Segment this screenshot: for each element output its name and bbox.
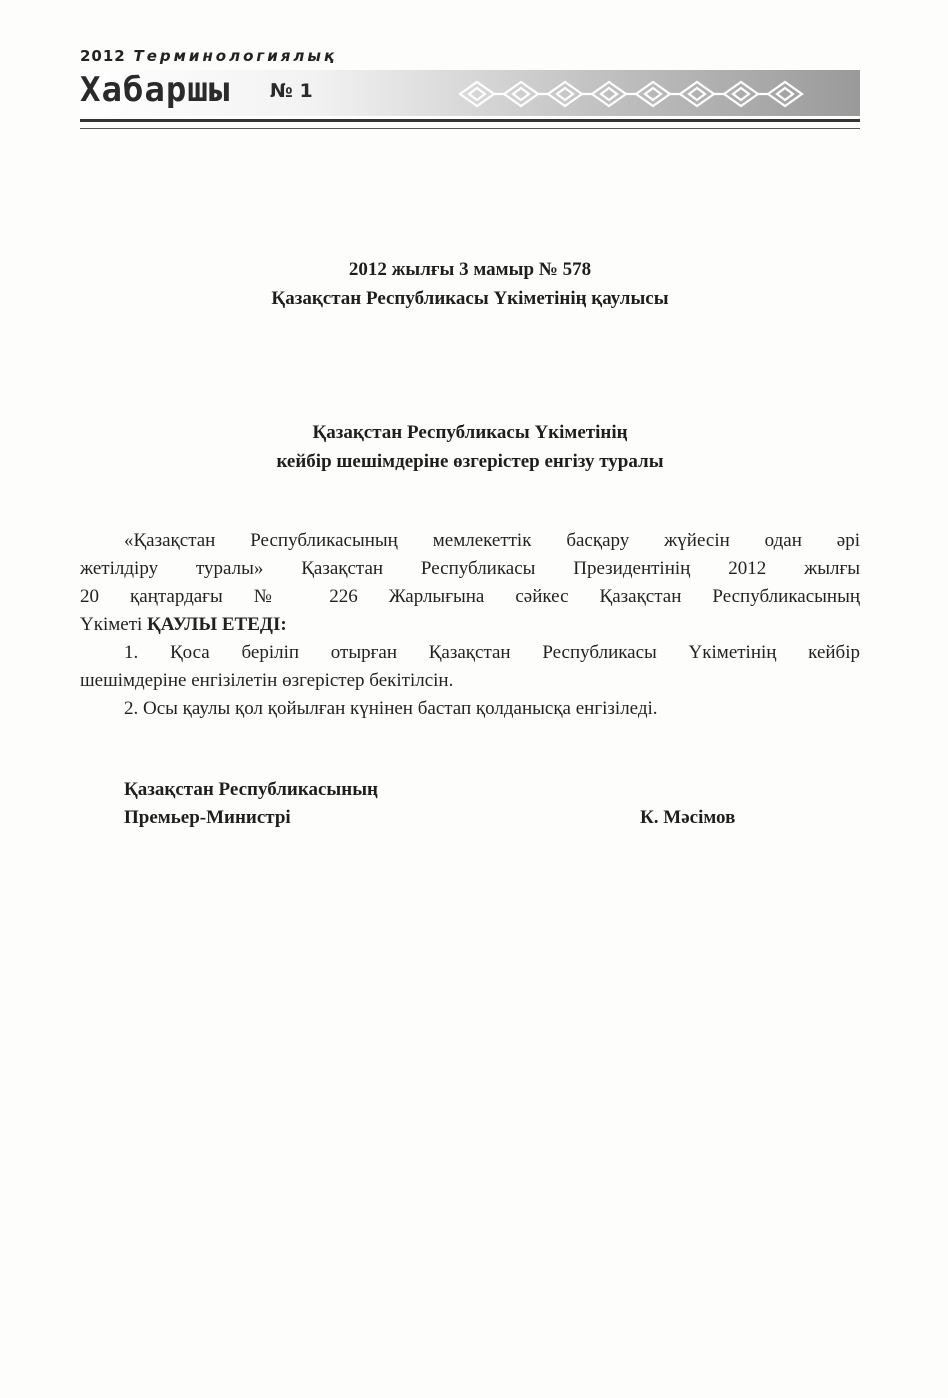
heading-line-1: Қазақстан Республикасы Үкіметінің (312, 422, 628, 443)
preamble-line-4-text: Үкіметі (80, 614, 148, 635)
resolution-keyword: ҚАУЛЫ ЕТЕДІ: (147, 614, 287, 635)
preamble-line-3: 20 қаңтардағы № 226 Жарлығына сәйкес Қазақстан Республикасының (80, 586, 860, 607)
decree-date: 2012 жылғы 3 мамыр № 578 (348, 259, 592, 280)
signature-name: К. Мәсімов (640, 807, 736, 828)
heading-line-2: кейбір шешімдеріне өзгерістер енгізу туралы (276, 451, 664, 472)
issue-number: № 1 (270, 80, 313, 102)
signature-position-line-1: Қазақстан Республикасының (124, 779, 378, 800)
preamble-line-1: «Қазақстан Республикасының мемлекеттік басқару жүйесін одан әрі (124, 530, 860, 551)
decree-items (80, 639, 860, 723)
signature-position (124, 776, 378, 832)
preamble-line-4 (80, 611, 860, 639)
header-rule-thick (80, 119, 860, 122)
decree-issuer: Қазақстан Республикасы Үкіметінің қаулысы (271, 288, 669, 309)
item-2: 2. Осы қаулы қол қойылған күнінен бастап қолданысқа енгізіледі. (124, 698, 658, 719)
journal-subtitle-text: Терминологиялық (133, 47, 338, 65)
signature-position-line-2: Премьер-Министрі (124, 807, 291, 828)
journal-title: Хабаршы (80, 70, 231, 110)
decree-heading (80, 418, 860, 476)
item-1-line-1: 1. Қоса беріліп отырған Қазақстан Республикасы Үкіметінің кейбір (124, 642, 860, 663)
preamble-line-2: жетілдіру туралы» Қазақстан Республикасы Президентінің 2012 жылғы (80, 558, 860, 579)
ornament-pattern-icon (455, 76, 805, 112)
header-rule-thin (80, 128, 860, 129)
decree-info (80, 255, 860, 313)
journal-subtitle (80, 47, 337, 65)
preamble-paragraph (80, 527, 860, 639)
item-1-line-2: шешімдеріне енгізілетін өзгерістер бекітілсін. (80, 670, 454, 691)
journal-year: 2012 (80, 47, 126, 65)
